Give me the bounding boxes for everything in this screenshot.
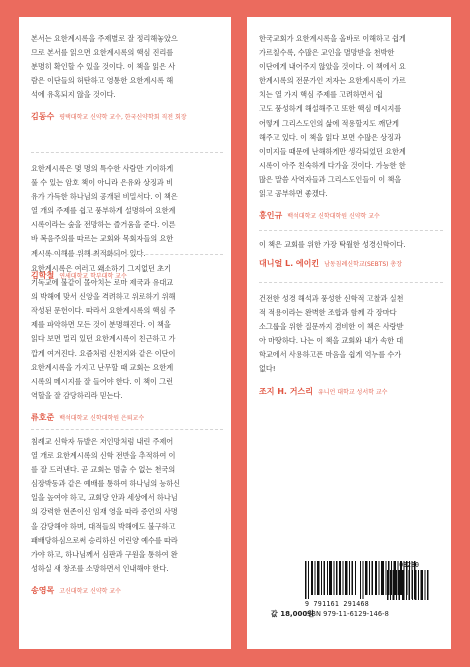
endorser-affiliation: 유니언 대학교 성서학 교수 xyxy=(317,388,388,396)
endorser xyxy=(31,108,223,124)
divider xyxy=(31,429,223,430)
endorser-name: 김학철 xyxy=(31,270,55,280)
divider xyxy=(31,152,223,153)
endorsement-text: 한국교회가 요한계시록을 올바로 이해하고 쉽게 가르칠수록, 수많은 교인을 멸망받을 천박한 이단에게 내어주지 않았을 것이다. 이 책에서 요 한계시록의 전문가인 저자는 요한계시록이 가르 치는 열 가지 핵심 주제를 고려하면서 쉽 고도 풍성하게 해설해주고 또한 핵심 메시지를 어떻게 그리스도인의 삶에 적용할지도 깨닫게 해주고 있다. 이 책을 읽다 보면 수많은 상징과 이미지들 때문에 난해하게만 생각되었던 요한계 시록이 아주 친숙하게 다가올 것이다. 가능한 한 많은 말씀 사역자들과 그리스도인들이 이 책을 읽고 공부하면 좋겠다. xyxy=(259,34,406,199)
endorsement xyxy=(31,435,223,598)
left-column xyxy=(19,17,231,649)
endorser xyxy=(31,409,223,425)
endorsement-text: 요한계시록은 여러고 왜소하기 그지없던 초기 기독교에 불같이 몰아치는 로마 제국과 유대교 의 박해에 맞서 신앙을 격려하고 위로하기 위해 작성된 문헌이다. 따라서 요한계시록의 핵심 주 제를 파악하면 모든 것이 분명해진다. 이 책을 읽다 보면 멀리 있던 요한계시록이 친근하고 가 깝게 여겨진다. 요즘처럼 신천지와 같은 이단이 요한계시록을 가지고 난무할 때 교회는 요한계 시록의 메시지를 잘 들어야 한다. 이 책이 그런 역할을 잘 감당하리라 믿는다. xyxy=(31,264,176,400)
endorsement-text: 본서는 요한계시록을 주제별로 잘 정리해놓았으 므로 본서를 읽으면 요한계시록의 핵심 진리를 분명히 확인할 수 있을 것이다. 이 책을 읽은 사 람은 이단들의 허탄하고 영통한 요한계시록 해 석에 유혹되지 않을 것이다. xyxy=(31,34,178,100)
barcode-digits: 9 791161 291468 xyxy=(305,600,370,608)
divider xyxy=(259,230,443,231)
price: 값 18,000원 xyxy=(271,610,314,618)
endorser-affiliation: 평택대학교 신약학 교수, 한국신약학회 직전 회장 xyxy=(59,114,187,122)
addon-barcode xyxy=(379,561,439,600)
isbn-number: ISBN 979-11-6129-146-8 xyxy=(305,610,389,618)
back-cover xyxy=(19,17,451,649)
endorsement xyxy=(259,32,443,223)
endorsement-text: 건전한 성경 해석과 풍성한 신학적 고찰과 실천 적 적용이라는 완벽한 조합과 함께 각 장마다 소그룹을 위한 질문까지 겸비한 이 책은 사랑받 아 마땅하다. 나는 이 책을 교회와 내가 속한 대 학교에서 사용하고픈 마음을 쉽게 억누를 수가 없다! xyxy=(259,294,404,374)
endorser-name: 김동수 xyxy=(31,112,55,122)
endorsement xyxy=(259,238,443,271)
endorsement xyxy=(259,292,443,399)
endorsement-text: 이 책은 교회를 위한 가장 탁월한 성경신학이다. xyxy=(259,240,406,249)
endorsement-text: 요한계시록은 몇 명의 특수한 사람만 기이하게 풀 수 있는 암호 책이 아니라 은유와 상징과 비 유가 가득한 하나님의 공개된 비밀서다. 이 책은 열 개의 주제를 쉽고 풍부하게 설명하여 요한계 시록이라는 숲을 전망하는 즐거움을 준다. 이른 바 복음주의를 따르는 교회와 목회자들의 요한 계시록 이해를 위해 최적화되어 있다. xyxy=(31,164,178,258)
endorser-affiliation: 남동침례신학교(SEBTS) 총장 xyxy=(324,261,403,269)
endorser-affiliation: 고신대학교 신약학 교수 xyxy=(59,587,121,595)
endorser-name: 류호준 xyxy=(31,412,55,422)
divider xyxy=(31,254,223,255)
endorser-name: 대니얼 L. 에이킨 xyxy=(259,259,320,269)
addon-digits: 03230 xyxy=(399,561,419,569)
right-column xyxy=(247,17,451,649)
endorser xyxy=(31,582,223,598)
endorser-affiliation: 백석대학교 신학대학원 신약학 교수 xyxy=(287,213,380,221)
endorser-name: 조지 H. 거스리 xyxy=(259,386,313,396)
endorser-affiliation: 백석대학교 신학대학원 은퇴교수 xyxy=(59,414,145,422)
endorsement xyxy=(31,32,223,124)
endorsement-text: 침례교 신학자 듀발은 저인망처럼 내린 주제어 열 개로 요한계시록의 신학 전반을 추적하여 이 를 잘 드러낸다. 곧 교회는 멈출 수 없는 천국의 심장박동과 같은 예배를 통하여 하나님의 능하신 일을 높여야 하고, 교회당 안과 세상에서 하나님 의 강력한 현존이신 임재 영을 따라 증언의 사명 을 감당해야 하며, 대적들의 박해에도 불구하고 패배당하심으로써 승리하신 어린양 예수를 따라 가야 하고, 하나님께서 심판과 구원을 통하여 완 성하실 새 창조를 소망하면서 인내해야 한다. xyxy=(31,437,181,573)
endorsement xyxy=(31,262,223,425)
endorser xyxy=(259,383,443,399)
endorser xyxy=(259,255,443,271)
addon-bars xyxy=(387,570,431,600)
endorser-name: 송영목 xyxy=(31,585,55,595)
endorser-affiliation: 연세대학교 학부대학 교수 xyxy=(59,272,127,280)
divider xyxy=(259,282,443,283)
endorser-name: 홍인규 xyxy=(259,211,283,221)
endorser xyxy=(259,207,443,223)
